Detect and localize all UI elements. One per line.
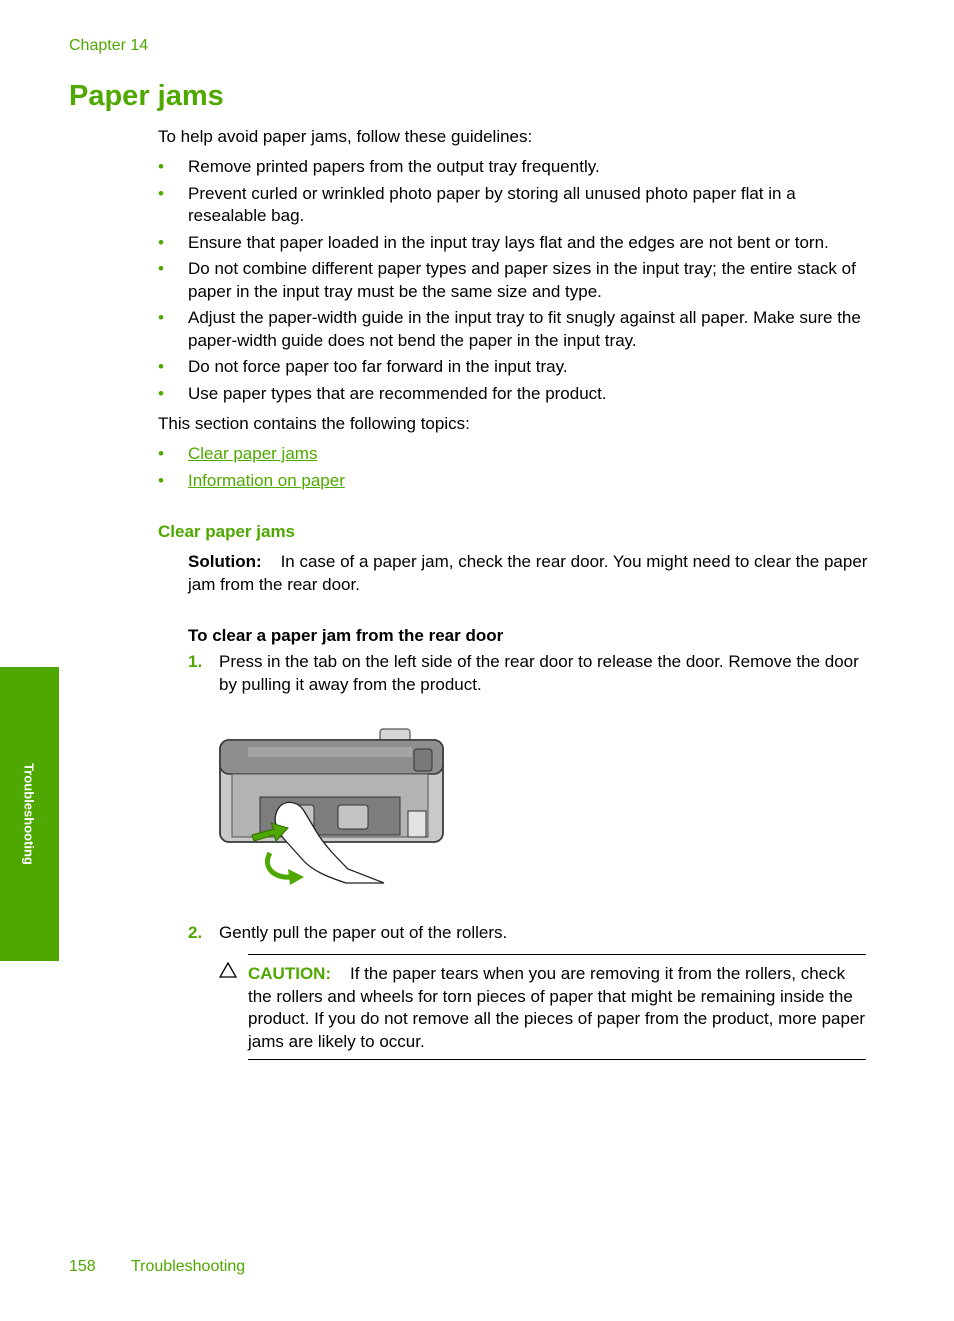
section-heading: Clear paper jams (158, 522, 296, 541)
side-tab (0, 667, 59, 961)
step-1 (188, 651, 868, 696)
step-number: 2. (188, 923, 203, 942)
caution-triangle-icon (219, 962, 237, 978)
bullet-icon: • (158, 232, 164, 252)
step-text: Press in the tab on the left side of the rear door to release the door. Remove the door by pulling it away from the product. (219, 652, 859, 694)
caution-label: CAUTION: (248, 964, 332, 983)
bullet-icon: • (158, 308, 164, 327)
list-item: • Do not combine different paper types and paper sizes in the input tray; the entire stack of paper in the input tray must be the same size and type. (158, 259, 856, 301)
printer-rear-door-illustration (218, 727, 446, 885)
topics-intro: This section contains the following topics: (158, 414, 470, 433)
bullet-icon: • (158, 444, 164, 463)
solution-label: Solution: (188, 552, 262, 571)
caution-text: If the paper tears when you are removing it from the rollers, check the rollers and wheels for torn pieces of paper that might be remaining inside the product. If you do not remove all the pieces of paper from the product, more paper jams are likely to occur. (248, 964, 866, 1051)
link-information-on-paper[interactable]: Information on paper (188, 471, 345, 490)
page-number: 158 (69, 1258, 96, 1275)
list-item: • Prevent curled or wrinkled photo paper by storing all unused photo paper flat in a resealable bag. (158, 183, 796, 225)
caution-note (248, 954, 866, 1060)
bullet-icon: • (158, 383, 164, 403)
topic-item (158, 470, 868, 493)
list-item: • Adjust the paper-width guide in the input tray to fit snugly against all paper. Make sure the paper-width guide does not bend the paper in the input tray. (158, 308, 861, 350)
page-title: Paper jams (69, 80, 224, 112)
bullet-icon: • (158, 471, 164, 490)
list-item: • Use paper types that are recommended for the product. (158, 383, 868, 406)
guidelines-list (158, 156, 868, 409)
solution-text: In case of a paper jam, check the rear door. You might need to clear the paper jam from the rear door. (188, 552, 868, 594)
bullet-icon: • (158, 157, 164, 176)
procedure-heading: To clear a paper jam from the rear door (188, 626, 504, 645)
list-item: • Ensure that paper loaded in the input tray lays flat and the edges are not bent or torn. (158, 232, 868, 255)
footer-label: Troubleshooting (131, 1258, 246, 1275)
step-number: 1. (188, 652, 203, 671)
list-item: • Do not force paper too far forward in the input tray. (158, 356, 868, 379)
bullet-icon: • (158, 357, 164, 376)
intro-text: To help avoid paper jams, follow these guidelines: (158, 127, 533, 146)
bullet-icon: • (158, 183, 164, 203)
step-text: Gently pull the paper out of the rollers. (219, 923, 508, 942)
topics-list (158, 443, 868, 497)
list-item: • Remove printed papers from the output tray frequently. (158, 156, 868, 179)
solution-paragraph (188, 551, 868, 596)
topic-item (158, 443, 868, 466)
step-2 (188, 922, 868, 945)
link-clear-paper-jams[interactable]: Clear paper jams (188, 444, 318, 463)
chapter-label: Chapter 14 (69, 37, 149, 54)
bullet-icon: • (158, 259, 164, 278)
side-tab-label: Troubleshooting (21, 763, 37, 865)
